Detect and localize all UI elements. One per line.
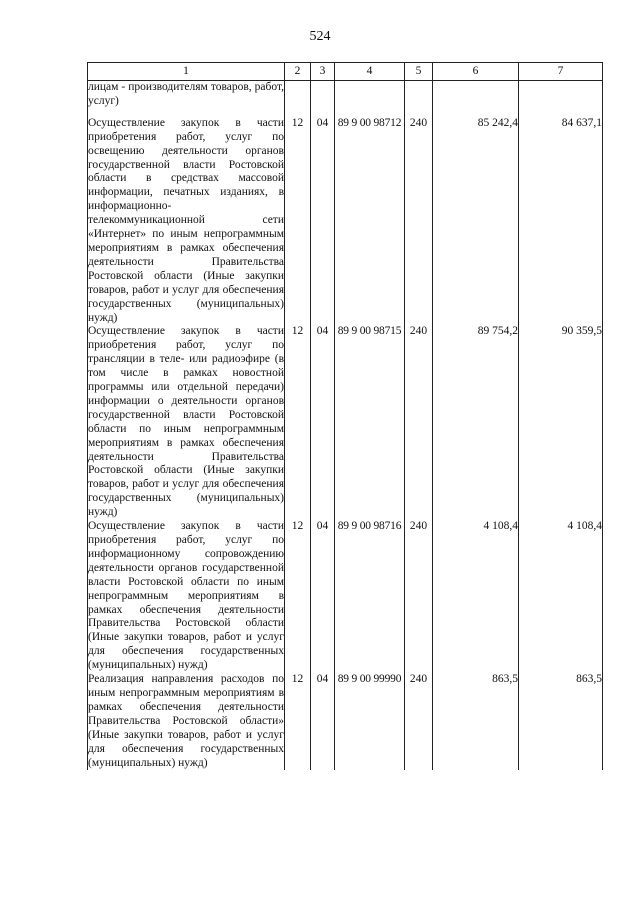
header-col-3: 3 — [311, 63, 335, 81]
row-target-code: 89 9 00 98712 — [335, 117, 405, 326]
row-amount-1: 85 242,4 — [433, 117, 519, 326]
table-row — [88, 520, 603, 673]
row-description: Осуществление закупок в части приобретения работ, услуг по информационному сопровождению деятельности органов государственной власти Ростовской области по иным непрограммным мероприятиям в рамках обеспечения деятельности Правительства Ростовской области (Иные закупки товаров, работ и услуг для обеспечения государственных (муниципальных) нужд) — [88, 520, 284, 672]
header-col-2: 2 — [285, 63, 311, 81]
header-col-4: 4 — [335, 63, 405, 81]
row-amount-2: 90 359,5 — [519, 325, 603, 520]
row-description: Осуществление закупок в части приобретения работ, услуг по трансляции в теле- или радиоэфире (в том числе в рамках новостной программы или отдельной передачи) информации о деятельности органов государственной власти Ростовской области по иным непрограммным мероприятиям в рамках обеспечения деятельности Правительства Ростовской области (Иные закупки товаров, работ и услуг для обеспечения государственных (муниципальных) нужд) — [88, 325, 284, 519]
header-col-6: 6 — [433, 63, 519, 81]
row-amount-2: 4 108,4 — [519, 520, 603, 673]
row-section: 12 — [285, 325, 311, 520]
header-col-1: 1 — [88, 63, 285, 81]
row-section: 12 — [285, 520, 311, 673]
row-subsection: 04 — [311, 673, 335, 770]
row-target-code: 89 9 00 98715 — [335, 325, 405, 520]
row-expense-type: 240 — [405, 520, 433, 673]
row-target-code: 89 9 00 99990 — [335, 673, 405, 770]
row-section: 12 — [285, 117, 311, 326]
row-expense-type: 240 — [405, 673, 433, 770]
row-amount-1: 89 754,2 — [433, 325, 519, 520]
row-amount-1: 863,5 — [433, 673, 519, 770]
row-amount-2 — [519, 81, 603, 117]
row-description: лицам - производителям товаров, работ, услуг) — [88, 81, 285, 117]
row-subsection: 04 — [311, 117, 335, 326]
row-section — [285, 81, 311, 117]
row-subsection — [311, 81, 335, 117]
row-description: Осуществление закупок в части приобретения работ, услуг по освещению деятельности органов государственной власти Ростовской области в средствах массовой информации, печатных изданиях, в информационно-телекоммуникационной сети «Интернет» по иным непрограммным мероприятиям в рамках обеспечения деятельности Правительства Ростовской области (Иные закупки товаров, работ и услуг для обеспечения государственных (муниципальных) нужд) — [88, 116, 284, 324]
budget-table — [87, 62, 603, 770]
row-expense-type: 240 — [405, 325, 433, 520]
row-subsection: 04 — [311, 325, 335, 520]
row-expense-type — [405, 81, 433, 117]
table-row — [88, 325, 603, 520]
row-target-code — [335, 81, 405, 117]
table-row — [88, 673, 603, 770]
table-row — [88, 81, 603, 117]
row-expense-type: 240 — [405, 117, 433, 326]
header-col-5: 5 — [405, 63, 433, 81]
row-amount-1 — [433, 81, 519, 117]
page-number: 524 — [309, 29, 331, 44]
row-amount-2: 84 637,1 — [519, 117, 603, 326]
row-target-code: 89 9 00 98716 — [335, 520, 405, 673]
row-section: 12 — [285, 673, 311, 770]
row-amount-2: 863,5 — [519, 673, 603, 770]
row-amount-1: 4 108,4 — [433, 520, 519, 673]
row-description: Реализация направления расходов по иным непрограммным мероприятиям в рамках обеспечения деятельности Правительства Ростовской области» (Иные закупки товаров, работ и услуг для обеспечения государственных (муниципальных) нужд) — [88, 673, 284, 769]
table-row — [88, 117, 603, 326]
row-subsection: 04 — [311, 520, 335, 673]
header-row — [88, 63, 603, 81]
header-col-7: 7 — [519, 63, 603, 81]
